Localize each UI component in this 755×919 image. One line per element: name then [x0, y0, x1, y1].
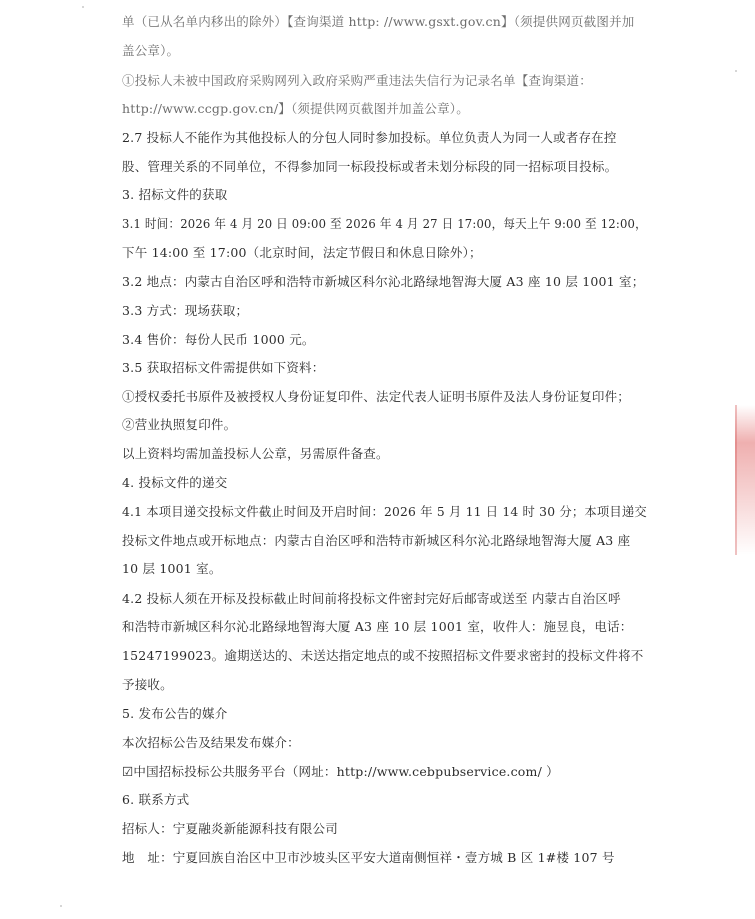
- scan-speck: [60, 905, 62, 907]
- text-line: 3.4 售价：每份人民币 1000 元。: [122, 332, 315, 347]
- text-line: 4.2 投标人须在开标及投标截止时间前将投标文件密封完好后邮寄或送至 内蒙古自治区呼: [122, 591, 621, 606]
- text-line: 3.5 获取招标文件需提供如下资料：: [122, 360, 325, 375]
- text-line: 3.2 地点：内蒙古自治区呼和浩特市新城区科尔沁北路绿地智海大厦 A3 座 10 层 1001 室；: [122, 274, 645, 289]
- text-line: 单（已从名单内移出的除外）【查询渠道 http: //www.gsxt.gov.cn】（须提供网页截图并加: [122, 14, 635, 29]
- text-line: 2.7 投标人不能作为其他投标人的分包人同时参加投标。单位负责人为同一人或者存在控: [122, 130, 617, 145]
- red-seal-edge: [735, 405, 755, 555]
- section-heading: 3. 招标文件的获取: [122, 187, 228, 202]
- section-heading: 6. 联系方式: [122, 792, 190, 807]
- text-line: ①投标人未被中国政府采购网列入政府采购严重违法失信行为记录名单【查询渠道：: [122, 73, 592, 88]
- scan-speck: [735, 70, 737, 72]
- text-line: 以上资料均需加盖投标人公章，另需原件备查。: [122, 446, 389, 461]
- text-line: 盖公章）。: [122, 43, 180, 58]
- text-line: 3.3 方式：现场获取；: [122, 303, 249, 318]
- text-line: 15247199023。逾期送达的、未送达指定地点的或不按照招标文件要求密封的投标文件将不: [122, 648, 644, 663]
- scan-speck: [82, 6, 84, 8]
- text-line: 和浩特市新城区科尔沁北路绿地智海大厦 A3 座 10 层 1001 室，收件人：施昱良，电话：: [122, 619, 633, 634]
- text-line: http://www.ccgp.gov.cn/】（须提供网页截图并加盖公章）。: [122, 101, 469, 116]
- text-line: 3.1 时间：2026 年 4 月 20 日 09:00 至 2026 年 4 月 27 日 17:00，每天上午 9:00 至 12:00，: [122, 216, 647, 231]
- section-heading: 4. 投标文件的递交: [122, 475, 228, 490]
- text-line: ②营业执照复印件。: [122, 417, 237, 432]
- text-line: 4.1 本项目递交投标文件截止时间及开启时间：2026 年 5 月 11 日 14 时 30 分；本项目递交: [122, 504, 647, 519]
- text-line: ①授权委托书原件及被授权人身份证复印件、法定代表人证明书原件及法人身份证复印件；: [122, 389, 631, 404]
- text-line: 下午 14:00 至 17:00（北京时间，法定节假日和休息日除外）；: [122, 245, 482, 260]
- text-line: 股、管理关系的不同单位，不得参加同一标段投标或者未划分标段的同一招标项目投标。: [122, 159, 618, 174]
- text-line: ☑中国招标投标公共服务平台（网址：http://www.cebpubservice.com/ ）: [122, 764, 559, 779]
- text-line: 10 层 1001 室。: [122, 561, 222, 576]
- text-line: 招标人：宁夏融炎新能源科技有限公司: [122, 821, 338, 836]
- text-line: 地 址：宁夏回族自治区中卫市沙坡头区平安大道南侧恒祥・壹方城 B 区 1#楼 107 号: [122, 850, 615, 865]
- text-line: 投标文件地点或开标地点：内蒙古自治区呼和浩特市新城区科尔沁北路绿地智海大厦 A3 座: [122, 533, 631, 548]
- text-line: 予接收。: [122, 677, 173, 692]
- text-line: 本次招标公告及结果发布媒介：: [122, 735, 300, 750]
- section-heading: 5. 发布公告的媒介: [122, 706, 228, 721]
